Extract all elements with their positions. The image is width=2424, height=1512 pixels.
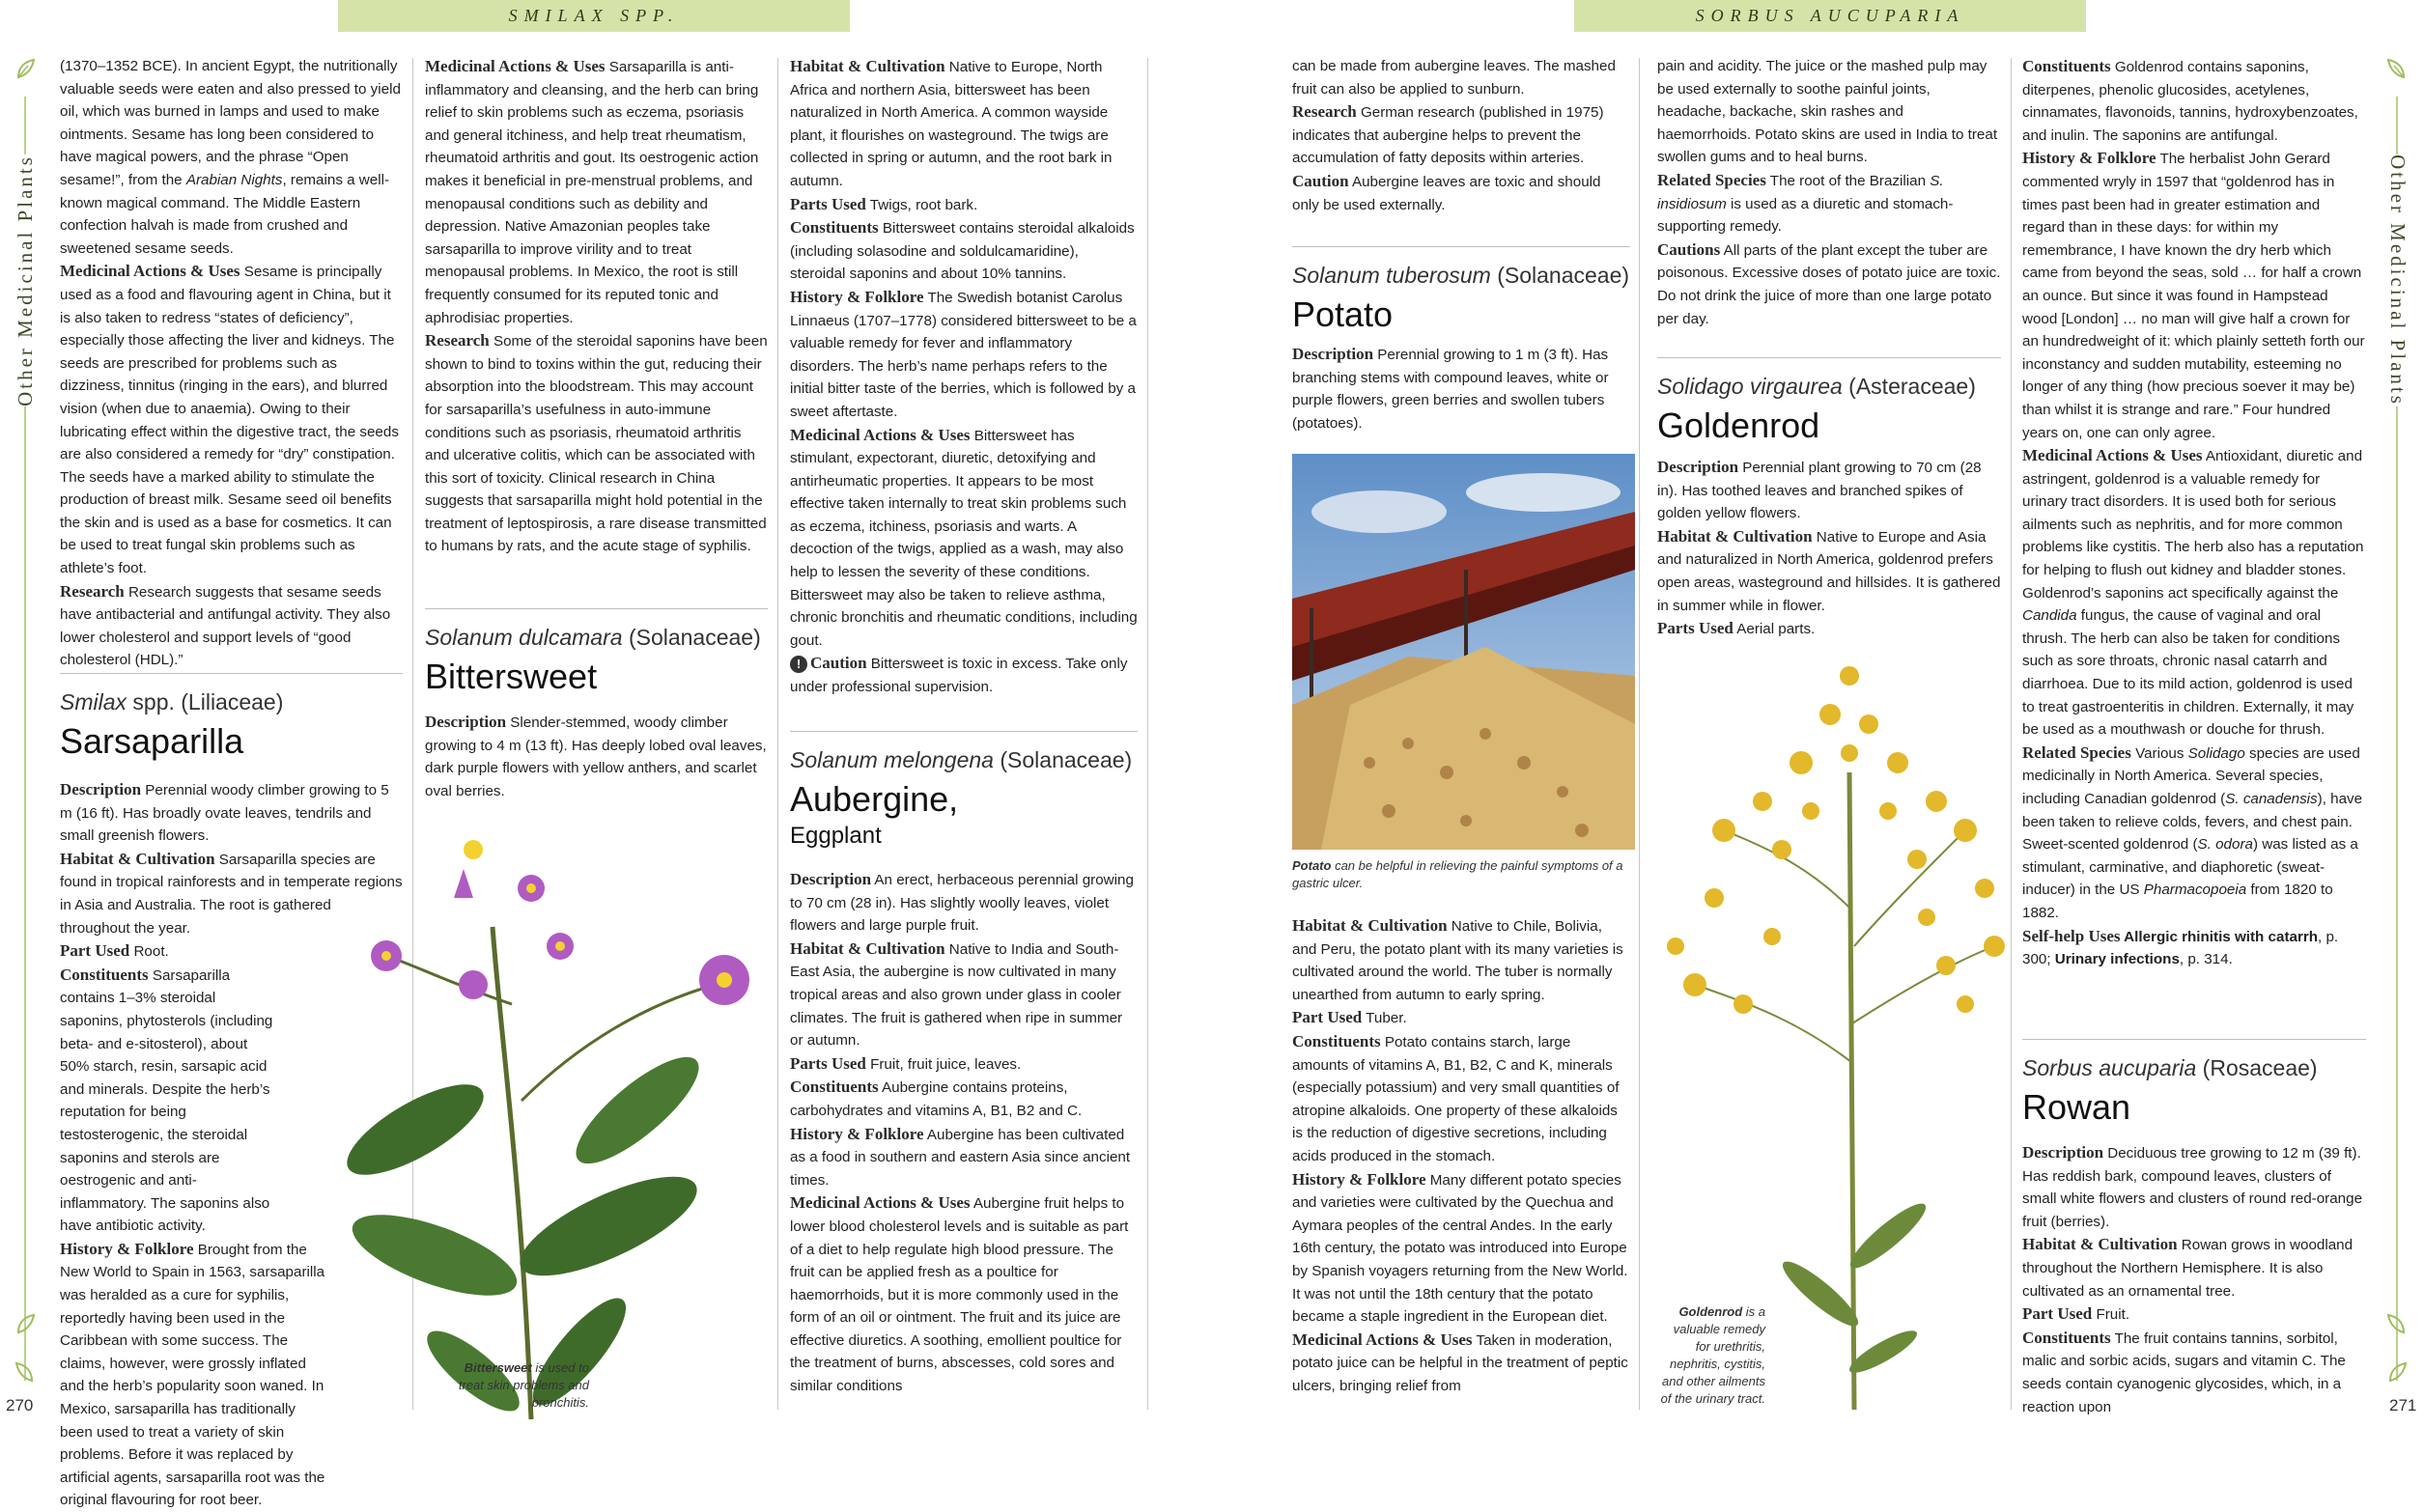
history-paragraph: History & Folklore Many different potato species and varieties were cultivated by the Quechua and Aymara peoples of the central Andes. In the early 16th century, the potato was introduced into Europe by Spanish voyagers returning from the New World. It was not until the 18th century that the potato became a staple ingredient in the European diet.	[1292, 1169, 1628, 1326]
column-divider	[1147, 58, 1148, 1410]
rowan-entry	[2022, 1039, 2366, 1130]
constituents-paragraph: Constituents Aubergine contains proteins, carbohydrates and vitamins A, B1, B2 and C.	[790, 1078, 1083, 1119]
sarsaparilla-entry	[60, 673, 403, 764]
leaf-icon	[14, 1361, 36, 1383]
leaf-icon	[2386, 1313, 2408, 1334]
related-species-paragraph: Related Species Various Solidago species are used medicinally in North America. Several species, including Canadian goldenrod (S. canadensis), have been taken to relieve colds, fevers, and chest pain. Sweet-scented goldenrod (S. odora) was listed as a stimulant, carminative, and diaphoretic (sweat-inducer) in the US Pharmacopoeia from 1820 to 1882.	[2022, 742, 2363, 921]
leaf-icon	[2386, 58, 2408, 79]
self-help-paragraph: Self-help Uses Allergic rhinitis with catarrh, p. 300; Urinary infections, p. 314.	[2022, 926, 2339, 968]
potato-harvest-photo	[1292, 454, 1635, 850]
medicinal-paragraph: Medicinal Actions & Uses Taken in moderation, potato juice can be helpful in the treatment of peptic ulcers, bringing relief from	[1292, 1330, 1628, 1394]
constituents-paragraph: Constituents Potato contains starch, large amounts of vitamins A, B1, B2, C and K, minerals (especially potassium) and very small quantities of atropine alkaloids. One property of these alkaloids is the reduction of digestive secretions, including acids produced in the stomach.	[1292, 1031, 1620, 1164]
entry-latin-name: Solanum tuberosum (Solanaceae)	[1292, 263, 1630, 288]
sarsaparilla-research-paragraph: Research Some of the steroidal saponins have been shown to bind to toxins within the gut, reducing their absorption into the bloodstream. This may account for sarsaparilla’s usefulness in auto-immune conditions such as psoriasis, rheumatoid arthritis and ulcerative colitis, which can be associated with this sort of toxicity. Clinical research in China suggests that sarsaparilla might hold potential in the treatment of leptospirosis, a rare disease transmitted to humans by rats, and the acute stage of syphilis.	[425, 331, 768, 555]
running-header-left	[338, 0, 850, 32]
cautions-paragraph: Cautions All parts of the plant except the tuber are poisonous. Excessive doses of potato juice are toxic. Do not drink the juice of more than one large potato per day.	[1657, 239, 2001, 327]
constituents-paragraph: Constituents Bittersweet contains steroidal alkaloids (including solasodine and soldulcamaridine), steroidal saponins and about 10% tannins.	[790, 218, 1135, 283]
column-1-top	[60, 55, 403, 672]
column-2-top	[425, 55, 768, 558]
entry-common-name: Aubergine,	[790, 779, 959, 819]
leaf-icon	[14, 1313, 36, 1334]
medicinal-paragraph: Medicinal Actions & Uses Antioxidant, diuretic and astringent, goldenrod is a valuable remedy for urinary tract disorders. It is used both for serious ailments such as nephritis, and for more common problems like cystitis. The herb also has a reputation for helping to flush out kidney and bladder stones. Goldenrod’s saponins act specifically against the Candida fungus, the cause of vaginal and oral thrush. The herb can also be taken for conditions such as sore throats, chronic nasal catarrh and diarrhoea. Due to its mild action, goldenrod is used to treat gastroenteritis in children. Externally, it may be used as a mouthwash or douche for thrush.	[2022, 446, 2364, 739]
medicinal-paragraph: Medicinal Actions & Uses Bittersweet has stimulant, expectorant, diuretic, detoxifying and antirheumatic properties. It appears to be most effective taken internally to treat skin problems such as eczema, itchiness, psoriasis and warts. A decoction of the twigs, applied as a wash, may also help to lessen the severity of these conditions. Bittersweet may also be taken to relieve asthma, chronic bronchitis and rheumatic conditions, including gout.	[790, 425, 1138, 649]
left-side-bar	[6, 58, 44, 1410]
aubergine-continued-paragraph: can be made from aubergine leaves. The mashed fruit can also be applied to sunburn.	[1292, 58, 1616, 98]
caution-paragraph: Caution Aubergine leaves are toxic and should only be used externally.	[1292, 171, 1601, 213]
entry-rule	[2022, 1039, 2366, 1040]
constituents-paragraph: Constituents The fruit contains tannins, sorbitol, malic and sorbic acids, sugars and vitamin C. The seeds contain cyanogenic glycosides, which, in a reaction upon	[2022, 1328, 2346, 1415]
parts-used-paragraph: Parts Used Fruit, fruit juice, leaves.	[790, 1053, 1022, 1073]
side-label-right	[2378, 77, 2416, 483]
entry-latin-name: Solidago virgaurea (Asteraceae)	[1657, 374, 1976, 399]
constituents-paragraph: Constituents Goldenrod contains saponins, diterpenes, phenolic glucosides, acetylenes, cinnamates, flavonoids, tannins, hydroxybenzoates, and inulin. The saponins are antifungal.	[2022, 57, 2358, 144]
entry-latin-name: Sorbus aucuparia (Rosaceae)	[2022, 1055, 2318, 1080]
habitat-paragraph: Habitat & Cultivation Native to Europe, North Africa and northern Asia, bittersweet has been naturalized in North America. A common wayside plant, it flourishes on wasteground. The twigs are collected in spring or autumn, and the root bark in autumn.	[790, 57, 1113, 189]
description-paragraph: Description Deciduous tree growing to 12 m (39 ft). Has reddish bark, compound leaves, clusters of small white flowers and clusters of round red-orange fruit (berries).	[2022, 1143, 2363, 1230]
aubergine-body	[790, 868, 1138, 1398]
column-5-top	[1657, 55, 2001, 330]
habitat-paragraph: Habitat & Cultivation Rowan grows in woodland throughout the Northern Hemisphere. It is also cultivated as an ornamental tree.	[2022, 1235, 2354, 1300]
entry-common-name: Bittersweet	[425, 657, 598, 696]
entry-common-name: Sarsaparilla	[60, 721, 244, 761]
history-paragraph: History & Folklore Aubergine has been cultivated as a food in southern and eastern Asia since ancient times.	[790, 1124, 1131, 1189]
running-header-right	[1574, 0, 2086, 32]
bittersweet-body	[425, 711, 768, 802]
aubergine-entry	[790, 731, 1138, 851]
entry-rule	[790, 731, 1138, 732]
habitat-paragraph: Habitat & Cultivation Sarsaparilla species are found in tropical rainforests and in temperate regions in Asia and Australia. The root is gathered throughout the year.	[60, 849, 403, 937]
page-number-left: 270	[6, 1396, 34, 1414]
column-6-top	[2022, 55, 2366, 971]
entry-common-name: Potato	[1292, 294, 1394, 334]
column-3-top	[790, 55, 1138, 699]
sarsaparilla-medicinal-paragraph: Medicinal Actions & Uses Sarsaparilla is anti-inflammatory and cleansing, and the herb can bring relief to skin problems such as eczema, psoriasis and general itchiness, and help treat rheumatism, rheumatoid arthritis and gout. Its oestrogenic action makes it beneficial in pre-menstrual problems, and menopausal conditions such as debility and depression. Native Amazonian peoples take sarsaparilla to improve virility and to treat menopausal problems. In Mexico, the root is still frequently consumed for its reputed tonic and aphrodisiac properties.	[425, 57, 759, 326]
leaf-icon	[2386, 1361, 2408, 1383]
parts-used-paragraph: Parts Used Twigs, root bark.	[790, 194, 978, 213]
description-paragraph: Description Perennial plant growing to 70 cm (28 in). Has toothed leaves and branched spikes of golden yellow flowers.	[1657, 458, 1982, 522]
entry-rule	[60, 673, 403, 674]
part-used-paragraph: Part Used Root.	[60, 941, 169, 961]
running-header-left-text: SMILAX SPP.	[508, 6, 680, 25]
sesame-continued-paragraph: (1370–1352 BCE). In ancient Egypt, the nutritionally valuable seeds were eaten and also pressed to yield oil, which was burned in lamps and used to make ointments. Sesame has long been considered to have magical powers, and the phrase “Open sesame!”, from the Arabian Nights, remains a well-known magical command. The Middle Eastern confection halvah is made from crushed and sweetened sesame seeds.	[60, 58, 401, 257]
medicinal-paragraph: Medicinal Actions & Uses Aubergine fruit helps to lower blood cholesterol levels and is suitable as part of a diet to help regulate high blood pressure. The fruit can be applied fresh as a poultice for haemorrhoids, but it is more commonly used in the form of an oil or ointment. The fruit and its juice are effective diuretics. A soothing, emollient poultice for the treatment of burns, abscesses, cold sores and similar conditions	[790, 1193, 1129, 1395]
constituents-paragraph: Constituents Sarsaparilla contains 1–3% steroidal saponins, phytosterols (including beta- and e-sitosterol), about 50% starch, resin, sarsapic acid and minerals. Despite the herb’s reputation for being testosterogenic, the steroidal saponins and sterols are oestrogenic and anti-inflammatory. The saponins also have antibiotic activity.	[60, 965, 273, 1235]
goldenrod-entry	[1657, 357, 2001, 448]
entry-common-name: Rowan	[2022, 1087, 2131, 1127]
sesame-research-paragraph: Research Research suggests that sesame seeds have antibacterial and antifungal activity. They also lower cholesterol and support levels of “good cholesterol (HDL).”	[60, 581, 391, 669]
entry-common-name: Goldenrod	[1657, 406, 1820, 445]
history-paragraph: History & Folklore The Swedish botanist Carolus Linnaeus (1707–1778) considered bittersweet to be a valuable remedy for fever and inflammatory disorders. The herb’s name perhaps refers to the initial bitter taste of the berries, which is followed by a sweet aftertaste.	[790, 287, 1137, 420]
habitat-paragraph: Habitat & Cultivation Native to Chile, Bolivia, and Peru, the potato plant with its many varieties is cultivated around the world. The tuber is normally unearthed from autumn to early spring.	[1292, 916, 1623, 1003]
goldenrod-caption: Goldenrod is a valuable remedy for urethritis, nephritis, cystitis, and other ailments of the urinary tract.	[1660, 1304, 1765, 1406]
bittersweet-illustration	[328, 811, 792, 1429]
potato-caption: Potato can be helpful in relieving the painful symptoms of a gastric ulcer.	[1292, 858, 1623, 890]
side-label-right-text: Other Medicinal Plants	[2382, 154, 2413, 406]
part-used-paragraph: Part Used Tuber.	[1292, 1008, 1407, 1027]
potato-continued-paragraph: pain and acidity. The juice or the mashed pulp may be used externally to soothe painful joints, headache, backache, skin rashes and haemorrhoids. Potato skins are used in India to treat swollen gums and to heal burns.	[1657, 58, 1998, 166]
related-species-paragraph: Related Species The root of the Brazilian S. insidiosum is used as a diuretic and stomach-supporting remedy.	[1657, 170, 1954, 236]
description-paragraph: Description Perennial woody climber growing to 5 m (16 ft). Has broadly ovate leaves, tendrils and small greenish flowers.	[60, 780, 389, 845]
bittersweet-entry	[425, 608, 768, 699]
column-4-top	[1292, 55, 1630, 216]
goldenrod-body	[1657, 456, 2001, 641]
caution-paragraph: ! Caution Bittersweet is toxic in excess. Take only under professional supervision.	[790, 654, 1128, 696]
research-paragraph: Research German research (published in 1975) indicates that aubergine helps to prevent the accumulation of fatty deposits within arteries.	[1292, 102, 1604, 167]
entry-rule	[425, 608, 768, 609]
entry-alt-name: Eggplant	[790, 823, 882, 849]
potato-body	[1292, 914, 1630, 1397]
sesame-medicinal-paragraph: Medicinal Actions & Uses Sesame is principally used as a food and flavouring agent in China, but it is also taken to redress “states of deficiency”, especially those affecting the liver and kidneys. The seeds are prescribed for problems such as dizziness, tinnitus (ringing in the ears), and blurred vision (when due to anaemia). Owing to their lubricating effect within the digestive tract, the seeds are also considered a remedy for “dry” constipation. The seeds have a marked ability to stimulate the production of breast milk. Sesame seed oil benefits the skin and is used as a base for cosmetics. It can be used to treat fungal skin problems such as athlete’s foot.	[60, 262, 399, 577]
habitat-paragraph: Habitat & Cultivation Native to India and South-East Asia, the aubergine is now cultivated in many tropical areas and also grown under glass in cooler climates. The fruit is gathered when ripe in summer or autumn.	[790, 938, 1123, 1050]
running-header-right-text: SORBUS AUCUPARIA	[1695, 6, 1965, 25]
history-paragraph: History & Folklore Brought from the New World to Spain in 1563, sarsaparilla was heralded as a cure for syphilis, reportedly having been used in the Caribbean with some success. The claims, however, were grossly inflated and the herb’s popularity soon waned. In Mexico, sarsaparilla has traditionally been used to treat a variety of skin problems. Before it was replaced by artificial agents, sarsaparilla root was the original flavouring for root beer.	[60, 1239, 325, 1509]
entry-latin-name: Smilax spp. (Liliaceae)	[60, 689, 284, 714]
rowan-body	[2022, 1141, 2366, 1418]
side-label-left	[6, 77, 44, 483]
parts-used-paragraph: Parts Used Aerial parts.	[1657, 619, 1816, 638]
potato-description	[1292, 343, 1630, 434]
column-divider	[1639, 58, 1640, 1410]
entry-latin-name: Solanum melongena (Solanaceae)	[790, 747, 1133, 772]
habitat-paragraph: Habitat & Cultivation Native to Europe and Asia and naturalized in North America, goldenrod prefers open areas, wasteground and hillsides. It is gathered in summer while in flower.	[1657, 526, 2001, 614]
part-used-paragraph: Part Used Fruit.	[2022, 1304, 2130, 1324]
bittersweet-caption: Bittersweet is used to treat skin problems and bronchitis.	[458, 1360, 589, 1410]
leaf-icon	[14, 58, 36, 79]
entry-rule	[1657, 357, 2001, 358]
side-label-left-text: Other Medicinal Plants	[10, 154, 42, 406]
potato-entry	[1292, 246, 1630, 337]
history-paragraph: History & Folklore The herbalist John Gerard commented wryly in 1597 that “goldenrod has in times past been had in greater estimation and regard than in these days: for within my remembrance, I have known the dry herb which came from beyond the seas, sold … for half a crown an ounce. But since it was found in Hampstead wood [London] … no man will give half a crown for an hundredweight of it: which plainly setteth forth our inconstancy and sudden mutability, esteeming no longer of any thing (how precious soever it may be) than whilst it is strange and rare.” Four hundred years on, one can only agree.	[2022, 149, 2365, 441]
entry-latin-name: Solanum dulcamara (Solanaceae)	[425, 625, 761, 650]
entry-rule	[1292, 246, 1630, 247]
description-paragraph: Description An erect, herbaceous perennial growing to 70 cm (28 in). Has slightly woolly leaves, violet flowers and large purple fruit.	[790, 870, 1134, 935]
caution-icon: !	[790, 656, 807, 673]
right-side-bar	[2378, 58, 2416, 1410]
description-paragraph: Description Slender-stemmed, woody climber growing to 4 m (13 ft). Has deeply lobed oval leaves, dark purple flowers with yellow anthers, and scarlet oval berries.	[425, 713, 767, 799]
page-number-right: 271	[2389, 1396, 2417, 1414]
description-paragraph: Description Perennial growing to 1 m (3 ft). Has branching stems with compound leaves, white or purple flowers, green berries and swollen tubers (potatoes).	[1292, 345, 1609, 432]
